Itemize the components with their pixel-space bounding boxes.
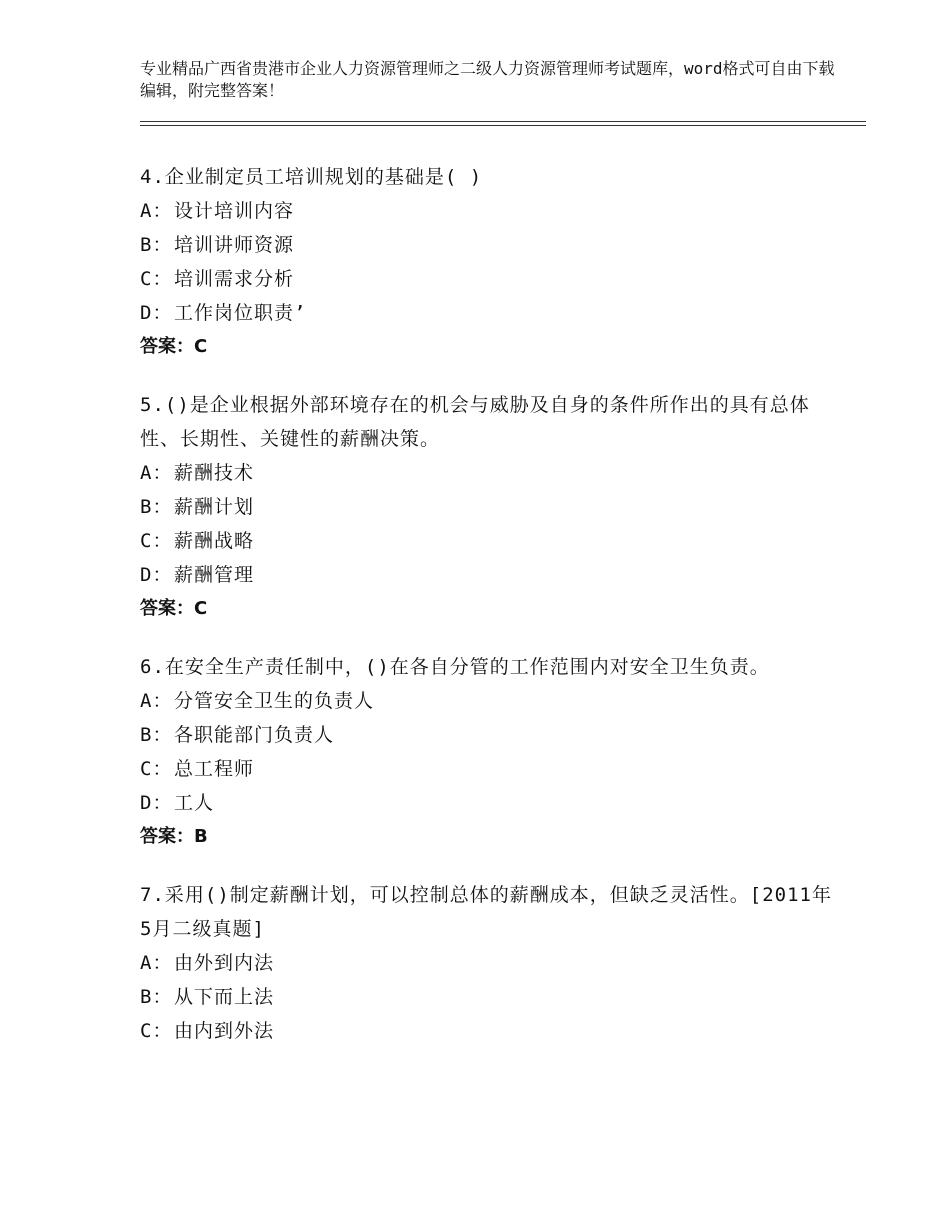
option-c xyxy=(140,262,840,296)
question-6 xyxy=(140,650,840,854)
option-key: C： xyxy=(140,268,173,290)
option-text: 从下而上法 xyxy=(174,986,275,1008)
option-key: D： xyxy=(140,564,173,586)
option-text: 薪酬战略 xyxy=(174,530,255,552)
option-d xyxy=(140,296,840,330)
question-list xyxy=(140,160,840,1072)
option-text: 各职能部门负责人 xyxy=(174,724,335,746)
option-key: B： xyxy=(140,496,173,518)
option-text: 薪酬管理 xyxy=(174,564,255,586)
option-text: 培训讲师资源 xyxy=(174,234,295,256)
option-key: D： xyxy=(140,792,173,814)
option-a xyxy=(140,194,840,228)
option-text: 工人 xyxy=(174,792,215,814)
answer-line: 答案：C xyxy=(140,598,208,619)
option-text: 薪酬技术 xyxy=(174,462,255,484)
option-c xyxy=(140,1014,840,1048)
option-b xyxy=(140,980,840,1014)
option-a xyxy=(140,456,840,490)
option-key: A： xyxy=(140,462,173,484)
question-stem: 5.()是企业根据外部环境存在的机会与威胁及自身的条件所作出的具有总体性、长期性、关键性的薪酬决策。 xyxy=(140,394,810,450)
option-text: 工作岗位职责’ xyxy=(174,302,307,324)
option-text: 薪酬计划 xyxy=(174,496,255,518)
option-a xyxy=(140,684,840,718)
option-b xyxy=(140,228,840,262)
question-4 xyxy=(140,160,840,364)
option-c xyxy=(140,524,840,558)
option-text: 总工程师 xyxy=(174,758,255,780)
option-b xyxy=(140,490,840,524)
option-text: 由外到内法 xyxy=(174,952,275,974)
option-key: D： xyxy=(140,302,173,324)
option-c xyxy=(140,752,840,786)
option-d xyxy=(140,786,840,820)
question-stem: 6.在安全生产责任制中，()在各自分管的工作范围内对安全卫生负责。 xyxy=(140,656,770,678)
option-text: 由内到外法 xyxy=(174,1020,275,1042)
option-key: A： xyxy=(140,952,173,974)
document-header: 专业精品广西省贵港市企业人力资源管理师之二级人力资源管理师考试题库，word格式可自由下载编辑，附完整答案！ xyxy=(140,59,835,100)
option-d xyxy=(140,558,840,592)
option-key: B： xyxy=(140,724,173,746)
answer-line: 答案：C xyxy=(140,336,208,357)
question-stem: 7.采用()制定薪酬计划，可以控制总体的薪酬成本，但缺乏灵活性。[2011年5月二级真题] xyxy=(140,884,832,940)
header-divider-top xyxy=(140,121,866,122)
option-a xyxy=(140,946,840,980)
option-key: B： xyxy=(140,234,173,256)
option-key: A： xyxy=(140,690,173,712)
option-key: A： xyxy=(140,200,173,222)
option-b xyxy=(140,718,840,752)
option-key: C： xyxy=(140,530,173,552)
option-text: 设计培训内容 xyxy=(174,200,295,222)
header-divider-bottom xyxy=(140,125,866,126)
question-stem: 4.企业制定员工培训规划的基础是( ) xyxy=(140,166,483,188)
option-text: 培训需求分析 xyxy=(174,268,295,290)
option-key: C： xyxy=(140,758,173,780)
answer-line: 答案：B xyxy=(140,826,208,847)
question-7 xyxy=(140,878,840,1048)
option-key: B： xyxy=(140,986,173,1008)
option-text: 分管安全卫生的负责人 xyxy=(174,690,375,712)
question-5 xyxy=(140,388,840,626)
option-key: C： xyxy=(140,1020,173,1042)
